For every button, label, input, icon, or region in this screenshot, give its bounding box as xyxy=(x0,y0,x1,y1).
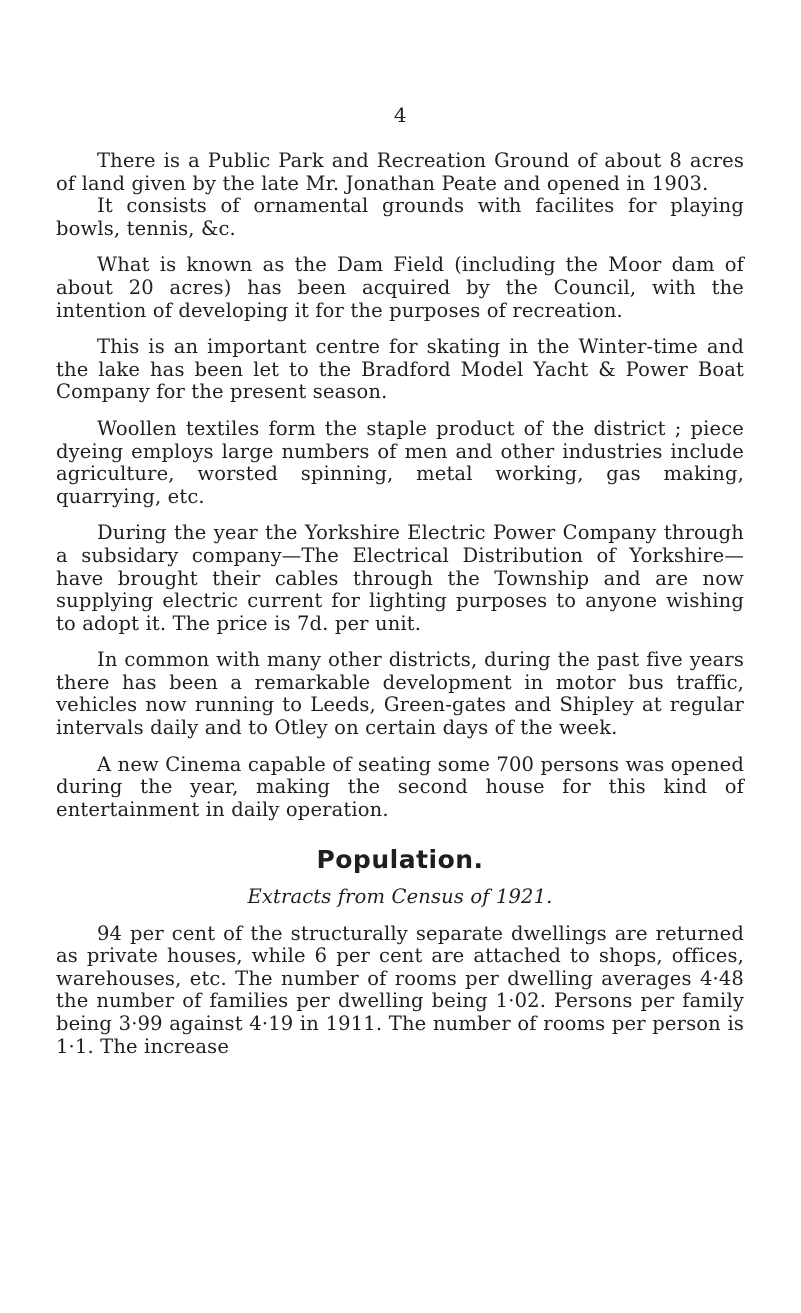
census-subheading: Extracts from Census of 1921. xyxy=(247,885,553,909)
population-heading: Population. xyxy=(316,845,484,875)
paragraph-cinema: A new Cinema capable of seating some 700 persons was opened during the year, making the second house for this kind of entertainment in daily operation. xyxy=(56,752,744,821)
page-body xyxy=(56,150,744,1072)
paragraph-woollen-textiles: Woollen textiles form the staple product of the district ; piece dyeing employs large numbers of men and other industries include agriculture, worsted spinning, metal working, gas making, quarrying, etc. xyxy=(56,416,744,508)
paragraph-electric-power: During the year the Yorkshire Electric Power Company through a subsidary company—The Electrical Distribution of Yorkshire—have brought their cables through the Township and are now supplying electric current for lighting purposes to anyone wishing to adopt it. The price is 7d. per unit. xyxy=(56,521,744,635)
paragraph-ornamental-grounds: It consists of ornamental grounds with facilites for playing bowls, tennis, &c. xyxy=(56,194,744,240)
paragraph-skating: This is an important centre for skating in the Winter-time and the lake has been let to the Bradford Model Yacht & Power Boat Company for the present season. xyxy=(56,335,744,404)
paragraph-public-park: There is a Public Park and Recreation Ground of about 8 acres of land given by the late Mr. Jonathan Peate and opened in 1903. xyxy=(56,149,744,195)
page-number: 4 xyxy=(393,103,408,127)
paragraph-motor-bus: In common with many other districts, during the past five years there has been a remarkable development in motor bus traffic, vehicles now running to Leeds, Green-gates and Shipley at regular intervals daily and to Otley on certain days of the week. xyxy=(56,648,744,740)
paragraph-census-extract: 94 per cent of the structurally separate dwellings are returned as private houses, while 6 per cent are attached to shops, offices, warehouses, etc. The number of rooms per dwelling averages 4·48 the number of families per dwelling being 1·02. Persons per family being 3·99 against 4·19 in 1911. The number of rooms per person is 1·1. The increase xyxy=(56,921,744,1058)
paragraph-dam-field: What is known as the Dam Field (including the Moor dam of about 20 acres) has been acquired by the Council, with the intention of developing it for the purposes of recreation. xyxy=(56,253,744,322)
